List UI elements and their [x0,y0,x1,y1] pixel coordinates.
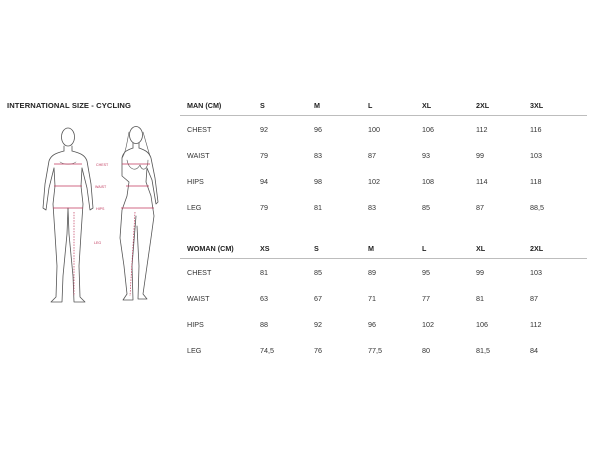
table-header-row [180,239,587,258]
page-title: INTERNATIONAL SIZE - CYCLING [7,101,132,110]
table-cell: 102 [368,176,380,186]
row-label: CHEST [187,267,212,277]
table-cell: 79 [260,202,268,212]
waist-label: WAIST [95,185,107,189]
size-header: L [368,101,373,110]
table-cell: 112 [476,124,488,134]
table-cell: 74,5 [260,345,274,355]
table-row [180,259,587,285]
table-cell: 87 [368,150,376,160]
table-cell: 93 [422,150,430,160]
table-cell: 83 [314,150,322,160]
table-cell: 83 [368,202,376,212]
table-cell: 87 [476,202,484,212]
measurement-illustration [30,116,180,316]
table-cell: 116 [530,124,542,134]
table-cell: 112 [530,319,542,329]
table-cell: 103 [530,267,542,277]
row-label: WAIST [187,293,210,303]
table-cell: 88 [260,319,268,329]
leg-label: LEG [94,241,102,245]
table-header-label: MAN (CM) [187,101,222,110]
table-cell: 77,5 [368,345,382,355]
table-row [180,337,587,363]
table-cell: 114 [476,176,488,186]
table-cell: 118 [530,176,542,186]
table-cell: 76 [314,345,322,355]
table-cell: 95 [422,267,430,277]
table-cell: 96 [314,124,322,134]
size-header: 2XL [476,101,490,110]
row-label: CHEST [187,124,212,134]
chest-label: CHEST [96,163,109,167]
table-cell: 63 [260,293,268,303]
table-cell: 102 [422,319,434,329]
table-cell: 108 [422,176,434,186]
size-header: L [422,244,427,253]
row-label: WAIST [187,150,210,160]
table-cell: 100 [368,124,380,134]
table-cell: 88,5 [530,202,544,212]
row-label: LEG [187,202,202,212]
size-header: S [260,101,265,110]
table-cell: 81 [260,267,268,277]
table-row [180,285,587,311]
table-cell: 92 [314,319,322,329]
table-header-label: WOMAN (CM) [187,244,234,253]
table-cell: 98 [314,176,322,186]
man-size-table [180,96,587,220]
hips-label: HIPS [96,207,105,211]
table-cell: 89 [368,267,376,277]
row-label: LEG [187,345,202,355]
table-cell: 81,5 [476,345,490,355]
table-cell: 81 [314,202,322,212]
table-row [180,116,587,142]
table-cell: 99 [476,267,484,277]
male-figure [43,128,93,302]
table-header-row [180,96,587,115]
size-header: 2XL [530,244,544,253]
table-cell: 96 [368,319,376,329]
table-cell: 87 [530,293,538,303]
table-cell: 79 [260,150,268,160]
table-cell: 99 [476,150,484,160]
body-measurement-figures [30,116,180,316]
row-label: HIPS [187,176,204,186]
table-cell: 92 [260,124,268,134]
table-cell: 84 [530,345,538,355]
table-row [180,194,587,220]
table-cell: 85 [314,267,322,277]
size-header: XL [476,244,486,253]
table-row [180,168,587,194]
size-header: XS [260,244,270,253]
row-label: HIPS [187,319,204,329]
size-header: M [368,244,374,253]
size-header: S [314,244,319,253]
table-cell: 103 [530,150,542,160]
table-cell: 106 [422,124,434,134]
woman-size-table [180,239,587,363]
table-cell: 85 [422,202,430,212]
table-cell: 81 [476,293,484,303]
table-cell: 80 [422,345,430,355]
size-header: M [314,101,320,110]
female-figure [120,127,158,301]
table-cell: 106 [476,319,488,329]
table-row [180,311,587,337]
size-header: 3XL [530,101,544,110]
table-cell: 77 [422,293,430,303]
table-row [180,142,587,168]
table-cell: 94 [260,176,268,186]
table-cell: 67 [314,293,322,303]
size-header: XL [422,101,432,110]
table-cell: 71 [368,293,376,303]
